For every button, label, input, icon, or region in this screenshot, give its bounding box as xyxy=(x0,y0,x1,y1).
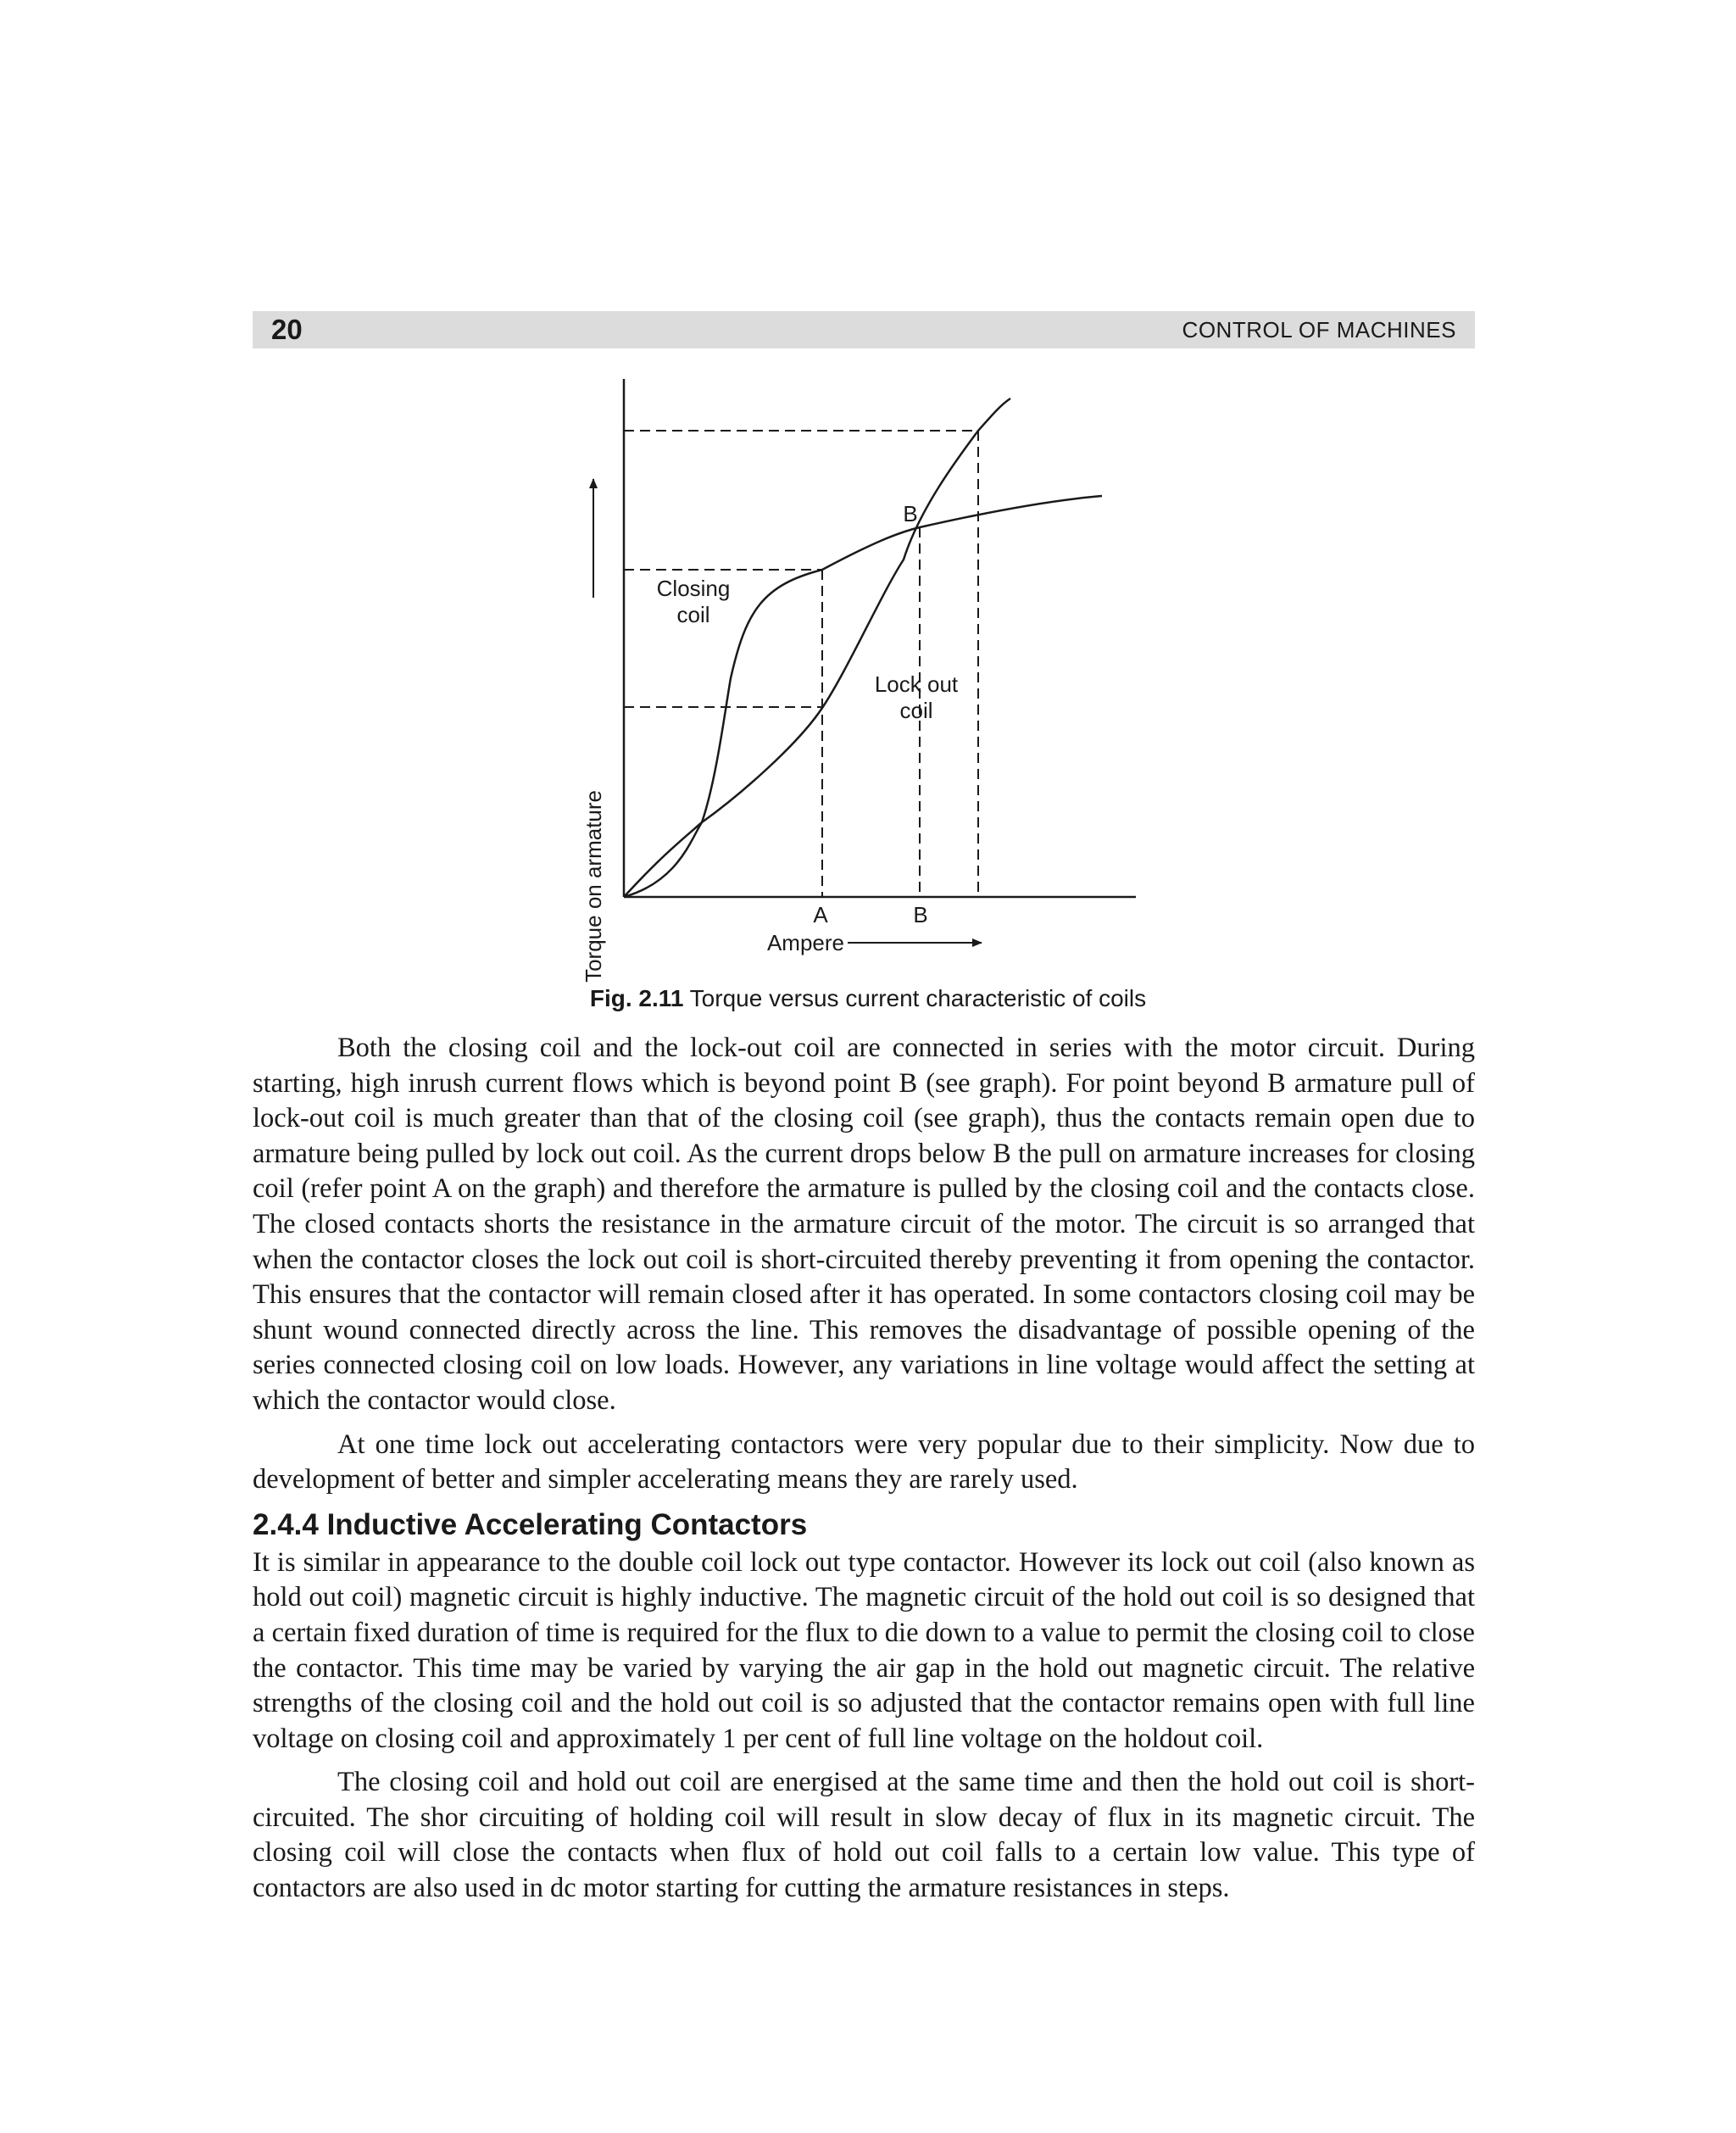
paragraph-1: Both the closing coil and the lock-out coil are connected in series with the motor circuit. During starting, high inrush current flows which is beyond point B (see graph). For point beyond B armature pull of lock-out coil is much greater than that of the closing coil (see graph), thus the contacts remain open due to armature being pulled by lock out coil. As the current drops below B the pull on armature increases for closing coil (refer point A on the graph) and therefore the armature is pulled by the closing coil and the contacts close. The closed contacts shorts the resistance in the armature circuit of the motor. The circuit is so arranged that when the contactor closes the lock out coil is short-circuited thereby preventing it from opening the contactor. This ensures that the contactor will remain closed after it has operated. In some contactors closing coil may be shunt wound connected directly across the line. This removes the disadvantage of possible opening of the series connected closing coil on low loads. However, any variations in line voltage would affect the setting at which the contactor would close. xyxy=(253,1033,1475,1416)
x-tick-b: B xyxy=(913,902,928,927)
intersection-label-b: B xyxy=(903,501,918,526)
section-heading: 2.4.4 Inductive Accelerating Contactors xyxy=(253,1507,808,1541)
dashed-guides xyxy=(624,431,978,897)
lockout-coil-label-1: Lock out xyxy=(874,671,959,697)
paragraph-2: At one time lock out accelerating contactors were very popular due to their simplicity. Now due to development of better and simpler accelerating means they are rarely used. xyxy=(253,1428,1475,1495)
page-number: 20 xyxy=(271,314,303,345)
figure-caption xyxy=(0,985,1736,1012)
lockout-coil-curve xyxy=(624,496,1102,897)
paragraph-3: It is similar in appearance to the double coil lock out type contactor. However its lock out coil (also known as hold out coil) magnetic circuit is highly inductive. The magnetic circuit of the hold out coil is so designed that a certain fixed duration of time is required for the flux to die down to a value to permit the closing coil to close the contactor. This time may be varied by varying the air gap in the hold out magnetic circuit. The relative strengths of the closing coil and the hold out coil is so adjusted that the contactor remains open with full line voltage on closing coil and approximately 1 per cent of full line voltage on the holdout coil. xyxy=(253,1546,1475,1754)
figure-number: Fig. 2.11 xyxy=(589,985,684,1011)
closing-coil-label-2: coil xyxy=(676,602,710,627)
x-tick-a: A xyxy=(813,902,828,927)
y-axis-label: Torque on armature xyxy=(581,790,606,983)
closing-coil-label-1: Closing xyxy=(656,576,731,601)
lockout-coil-label-2: coil xyxy=(899,698,933,723)
x-axis-label: Ampere xyxy=(766,930,844,955)
closing-coil-curve xyxy=(624,398,1010,897)
torque-current-figure xyxy=(0,0,1736,983)
running-head: CONTROL OF MACHINES xyxy=(1182,316,1456,343)
paragraph-4: The closing coil and hold out coil are energised at the same time and then the hold out coil is short-circuited. The shor circuiting of holding coil will result in slow decay of flux in its magnetic circuit. The closing coil will close the contacts when flux of hold out coil falls to a certain low value. This type of contactors are also used in dc motor starting for cutting the armature resistances in steps. xyxy=(253,1767,1475,1904)
body-text xyxy=(253,1031,1475,1907)
figure-caption-text: Torque versus current characteristic of coils xyxy=(689,985,1147,1011)
